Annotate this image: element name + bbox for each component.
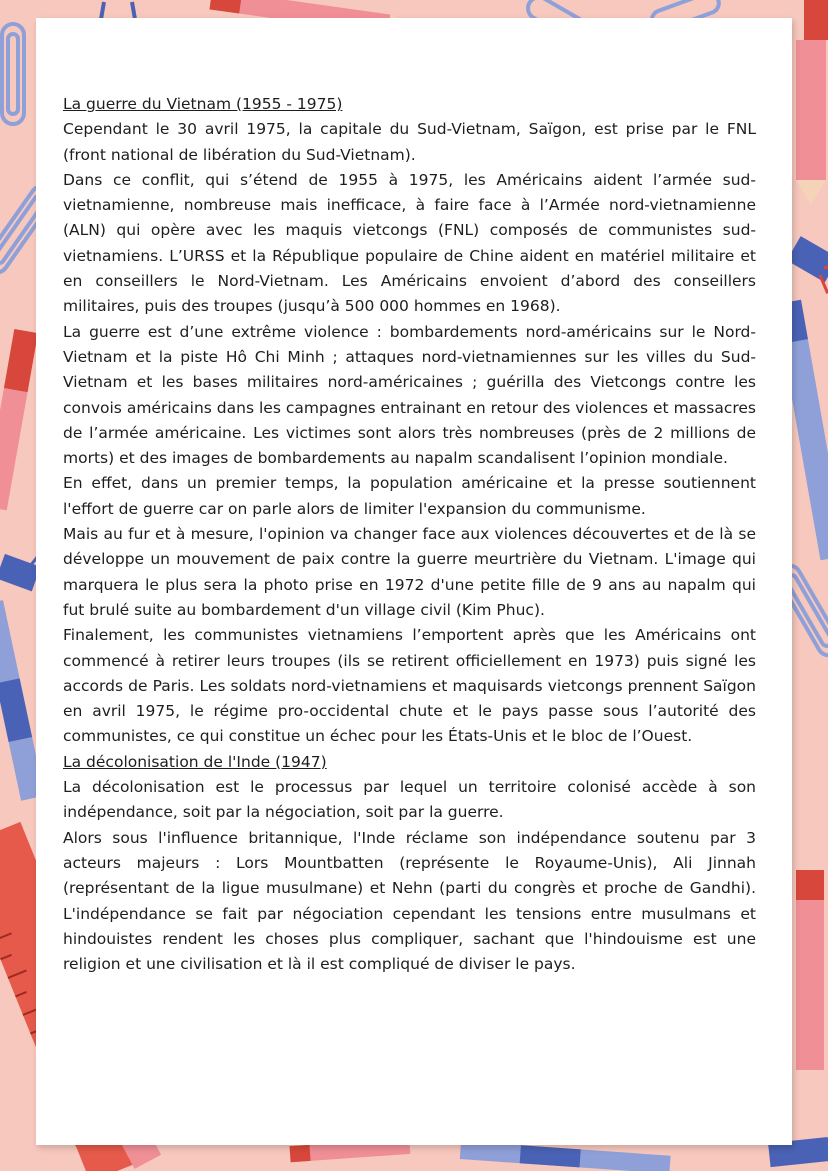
paperclip-icon: [2, 24, 24, 124]
pencil-icon: [796, 870, 824, 1070]
paragraph: Mais au fur et à mesure, l'opinion va changer face aux violences découvertes et de là se développe un mouvement de paix contre la guerre meurtrière du Vietnam. L'image qui marquera le plus sera la photo prise en 1972 d'une petite fille de 9 ans au napalm qui fut brulé suite au bombardement d'un village civil (Kim Phuc).: [63, 525, 756, 619]
paragraph: En effet, dans un premier temps, la population américaine et la presse soutiennent l'effort de guerre car on parle alors de limiter l'expansion du communisme.: [63, 474, 756, 518]
paragraph: Dans ce conflit, qui s’étend de 1955 à 1975, les Américains aident l’armée sud-vietnamienne, nombreuse mais inefficace, à faire face à l’Armée nord-vietnamienne (ALN) qui opère avec les maquis vietcongs (FNL) composés de communistes sud-vietnamiens. L’URSS et la République populaire de Chine aident en matériel militaire et en conseillers le Nord-Vietnam. Les Américains envoient d’abord des conseillers militaires, puis des troupes (jusqu’à 500 000 hommes en 1968).: [63, 170, 756, 316]
paragraph: Alors sous l'influence britannique, l'Inde réclame son indépendance soutenu par 3 acteurs majeurs : Lors Mountbatten (représente le Royaume-Unis), Ali Jinnah (représentant de la ligue musulmane) et Nehn (parti du congrès et proche de Gandhi). L'indépendance se fait par négociation cependant les tensions entre musulmans et hindouistes rendent les choses plus compliquer, sachant que l'hindouisme est une religion et une civilisation et là il est compliqué de diviser le pays.: [63, 828, 756, 974]
section-title-vietnam: La guerre du Vietnam (1955 - 1975): [63, 95, 343, 113]
paragraph: La guerre est d’une extrême violence : bombardements nord-américains sur le Nord-Vietnam et la piste Hô Chi Minh ; attaques nord-vietnamiennes sur les villes du Sud-Vietnam et les bases militaires nord-américaines ; guérilla des Vietcongs contre les convois américains dans les campagnes entrainant en retour des violences et massacres de l’armée américaine. Les victimes sont alors très nombreuses (près de 2 millions de morts) et des images de bombardements au napalm scandalisent l’opinion mondiale.: [63, 322, 756, 468]
pen-icon: [460, 1141, 671, 1171]
section-title-inde: La décolonisation de l'Inde (1947): [63, 752, 327, 771]
pencil-icon: [0, 329, 38, 510]
paragraph: Finalement, les communistes vietnamiens l’emportent après que les Américains ont commencé à retirer leurs troupes (ils se retirent officiellement en 1973) puis signé les accords de Paris. Les soldats nord-vietnamiens et maquisards vietcongs prennent Saïgon en avril 1975, le régime pro-occidental chute et le pays passe sous l’autorité des communistes, ce qui constitue un échec pour les États-Unis et le bloc de l’Ouest.: [63, 626, 756, 746]
paragraph: La décolonisation est le processus par lequel un territoire colonisé accède à son indépendance, soit par la négociation, soit par la guerre.: [63, 778, 756, 822]
pencil-icon: [796, 0, 828, 205]
document-body: [63, 92, 756, 977]
paragraph: Cependant le 30 avril 1975, la capitale du Sud-Vietnam, Saïgon, est prise par le FNL (front national de libération du Sud-Vietnam).: [63, 120, 756, 164]
